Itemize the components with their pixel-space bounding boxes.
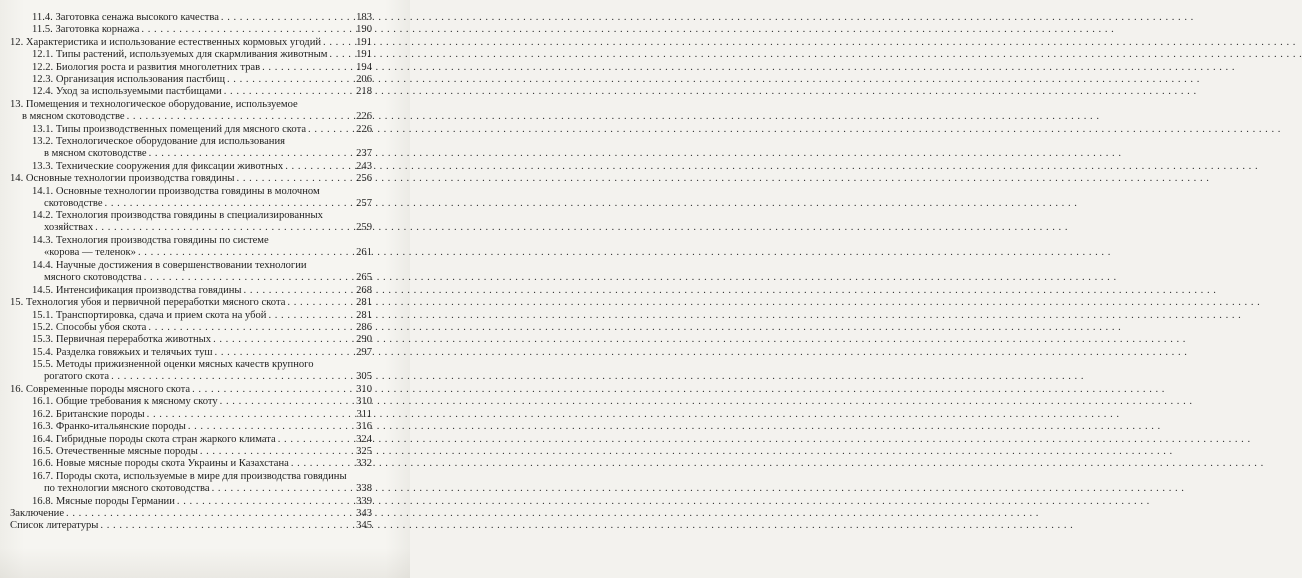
toc-entry-title-continued: мясного скотоводства bbox=[44, 272, 142, 283]
toc-entry-title: 12. Характеристика и использование естественных кормовых угодий bbox=[10, 36, 322, 48]
toc-entry-title: 15.5. Методы прижизненной оценки мясных качеств крупного bbox=[32, 359, 314, 371]
toc-entry-title: 16.3. Франко-итальянские породы bbox=[32, 421, 186, 433]
toc-page-number: 259 bbox=[356, 222, 372, 234]
toc-entry-title: 15.2. Способы убоя скота bbox=[32, 322, 147, 333]
toc-page-number: 290 bbox=[356, 334, 372, 346]
dot-leader bbox=[278, 434, 354, 446]
toc-entry[interactable] bbox=[32, 74, 372, 86]
toc-page-number: 256 bbox=[356, 173, 372, 185]
toc-entry-title-continued: рогатого скота bbox=[44, 371, 110, 383]
toc-entry-title: 13. Помещения и технологическое оборудование, используемое bbox=[10, 98, 298, 110]
dot-leader bbox=[141, 24, 354, 36]
toc-entry[interactable] bbox=[10, 384, 372, 396]
toc-entry-title: 11.5. Заготовка корнажа bbox=[32, 24, 140, 36]
toc-page-number: 194 bbox=[356, 61, 372, 73]
toc-entry-title: 16.2. Британские породы bbox=[32, 408, 145, 420]
toc-entry[interactable] bbox=[10, 99, 372, 123]
toc-entry-title-continued: по технологии мясного скотоводства bbox=[44, 482, 210, 494]
toc-entry-title: 16.8. Мясные породы Германии bbox=[32, 495, 175, 507]
toc-entry[interactable] bbox=[32, 458, 372, 470]
toc-entry[interactable] bbox=[32, 471, 372, 495]
toc-entry[interactable] bbox=[10, 520, 372, 532]
dot-leader bbox=[268, 310, 354, 322]
dot-leader bbox=[285, 161, 354, 173]
toc-page-number: 297 bbox=[356, 346, 372, 358]
dot-leader bbox=[188, 421, 354, 433]
toc-entry[interactable] bbox=[32, 421, 372, 433]
toc-page-number: 191 bbox=[356, 36, 372, 48]
toc-entry-title-continued: «корова — теленок» bbox=[44, 247, 136, 259]
toc-page-number: 343 bbox=[356, 508, 372, 519]
dot-leader bbox=[111, 371, 354, 383]
book-page bbox=[0, 0, 410, 578]
toc-page-number: 243 bbox=[356, 160, 372, 172]
dot-leader bbox=[148, 322, 354, 334]
toc-entry-title: 14.1. Основные технологии производства говядины в молочном bbox=[32, 185, 320, 197]
toc-entry-title: 12.3. Организация использования пастбищ bbox=[32, 74, 225, 85]
toc-entry[interactable] bbox=[32, 434, 372, 446]
toc-entry-title: 11.4. Заготовка сенажа высокого качества bbox=[32, 12, 219, 23]
toc-entry-title: 16.5. Отечественные мясные породы bbox=[32, 446, 198, 457]
toc-entry-title: 13.2. Технологическое оборудование для использования bbox=[32, 136, 285, 147]
toc-entry-title: 14. Основные технологии производства говядины bbox=[10, 173, 235, 185]
toc-entry-title-continued: хозяйствах bbox=[44, 222, 94, 234]
toc-entry[interactable] bbox=[32, 347, 372, 359]
toc-entry[interactable] bbox=[32, 62, 372, 74]
toc-entry-title: 15.4. Разделка говяжьих и телячьих туш bbox=[32, 346, 213, 358]
toc-entry[interactable] bbox=[32, 446, 372, 458]
toc-entry[interactable] bbox=[32, 161, 372, 173]
toc-page-number: 338 bbox=[356, 482, 372, 494]
dot-leader bbox=[329, 49, 354, 61]
dot-leader bbox=[237, 173, 354, 185]
dot-leader bbox=[291, 458, 354, 470]
toc-page-number: 325 bbox=[356, 446, 372, 457]
dot-leader bbox=[220, 396, 354, 408]
toc-page-number: 345 bbox=[356, 520, 372, 532]
toc-entry-title: 15. Технология убоя и первичной переработки мясного скота bbox=[10, 297, 286, 309]
toc-page-number: 218 bbox=[356, 86, 372, 98]
toc-entry[interactable] bbox=[10, 508, 372, 520]
toc-entry[interactable] bbox=[32, 235, 372, 259]
dot-leader bbox=[215, 347, 354, 359]
toc-entry[interactable] bbox=[32, 24, 372, 36]
toc-entry[interactable] bbox=[32, 496, 372, 508]
dot-leader bbox=[138, 247, 354, 259]
dot-leader bbox=[200, 446, 354, 458]
toc-entry-title: 12.4. Уход за используемыми пастбищами bbox=[32, 86, 222, 98]
toc-entry[interactable] bbox=[32, 49, 372, 61]
dot-leader bbox=[66, 508, 354, 520]
toc-entry[interactable] bbox=[32, 260, 372, 284]
toc-page-number: 316 bbox=[356, 421, 372, 433]
dot-leader bbox=[212, 483, 354, 495]
dot-leader bbox=[287, 297, 354, 309]
dot-leader bbox=[144, 272, 354, 284]
toc-page-number: 237 bbox=[356, 148, 372, 159]
toc-entry-title-continued: в мясном скотоводстве bbox=[44, 148, 147, 159]
toc-page-number: 281 bbox=[356, 297, 372, 309]
toc-entry[interactable] bbox=[32, 359, 372, 383]
toc-page-number: 226 bbox=[356, 123, 372, 135]
dot-leader bbox=[105, 198, 354, 210]
toc-entry-title: 14.5. Интенсификация производства говядины bbox=[32, 284, 242, 296]
dot-leader bbox=[221, 12, 354, 24]
toc-page-number: 257 bbox=[356, 197, 372, 209]
toc-entry-title: 16.4. Гибридные породы скота стран жаркого климата bbox=[32, 433, 276, 445]
toc-entry[interactable] bbox=[32, 210, 372, 234]
toc-entry[interactable] bbox=[32, 186, 372, 210]
toc-page-number: 281 bbox=[356, 309, 372, 321]
toc-entry-title: 14.3. Технология производства говядины по системе bbox=[32, 235, 269, 247]
toc-page-number: 190 bbox=[356, 24, 372, 36]
toc-page-number: 286 bbox=[356, 322, 372, 333]
toc-entry[interactable] bbox=[32, 322, 372, 334]
toc-page-number: 324 bbox=[356, 433, 372, 445]
toc-page-number: 206 bbox=[356, 74, 372, 85]
toc-page-number: 268 bbox=[356, 284, 372, 296]
toc-entry[interactable] bbox=[10, 173, 372, 185]
dot-leader bbox=[177, 496, 354, 508]
dot-leader bbox=[323, 37, 354, 49]
toc-page-number: 265 bbox=[356, 272, 372, 283]
toc-page-number: 305 bbox=[356, 371, 372, 383]
toc-entry[interactable] bbox=[32, 136, 372, 160]
toc-entry-title: 13.3. Технические сооружения для фиксации животных bbox=[32, 160, 284, 172]
toc-entry[interactable] bbox=[32, 86, 372, 98]
toc-entry-title: 16.1. Общие требования к мясному скоту bbox=[32, 396, 218, 408]
toc-page-number: 226 bbox=[356, 110, 372, 122]
toc-entry-title: 15.3. Первичная переработка животных bbox=[32, 334, 212, 346]
toc-entry-title: 13.1. Типы производственных помещений для мясного скота bbox=[32, 123, 307, 135]
dot-leader bbox=[244, 285, 354, 297]
toc-entry[interactable] bbox=[32, 334, 372, 346]
table-of-contents bbox=[0, 0, 410, 578]
toc-entry-title: 16. Современные породы мясного скота bbox=[10, 384, 191, 395]
toc-entry-title: 12.1. Типы растений, используемых для скармливания животным bbox=[32, 49, 328, 61]
toc-entry[interactable] bbox=[32, 124, 372, 136]
dot-leader bbox=[224, 86, 354, 98]
page-shadow bbox=[0, 548, 410, 578]
toc-entry[interactable] bbox=[32, 396, 372, 408]
toc-entry-title: 16.6. Новые мясные породы скота Украины и Казахстана bbox=[32, 458, 289, 470]
dot-leader bbox=[262, 62, 354, 74]
toc-entry[interactable] bbox=[32, 310, 372, 322]
toc-entry-title: 16.7. Породы скота, используемые в мире для производства говядины bbox=[32, 470, 347, 482]
dot-leader bbox=[147, 409, 354, 421]
toc-page-number: 183 bbox=[356, 12, 372, 23]
toc-entry[interactable] bbox=[32, 12, 372, 24]
toc-entry[interactable] bbox=[10, 297, 372, 309]
toc-entry[interactable] bbox=[10, 37, 372, 49]
toc-page-number: 332 bbox=[356, 458, 372, 470]
toc-entry-title: Заключение bbox=[10, 508, 65, 519]
dot-leader bbox=[192, 384, 354, 396]
dot-leader bbox=[149, 148, 354, 160]
dot-leader bbox=[100, 520, 354, 532]
toc-entry-title: Список литературы bbox=[10, 520, 99, 532]
dot-leader bbox=[227, 74, 354, 86]
toc-entry[interactable] bbox=[32, 285, 372, 297]
toc-page-number: 310 bbox=[356, 384, 372, 395]
toc-entry-title: 14.4. Научные достижения в совершенствовании технологии bbox=[32, 260, 307, 271]
toc-entry[interactable] bbox=[32, 409, 372, 421]
toc-page-number: 310 bbox=[356, 396, 372, 408]
dot-leader bbox=[127, 111, 354, 123]
dot-leader bbox=[95, 222, 354, 234]
toc-entry-title-continued: в мясном скотоводстве bbox=[22, 110, 125, 122]
dot-leader bbox=[308, 124, 354, 136]
toc-page-number: 191 bbox=[356, 49, 372, 61]
toc-entry-title: 12.2. Биология роста и развития многолетних трав bbox=[32, 61, 261, 73]
dot-leader bbox=[213, 334, 354, 346]
toc-entry-title: 15.1. Транспортировка, сдача и прием скота на убой bbox=[32, 309, 267, 321]
toc-entry-title: 14.2. Технология производства говядины в специализированных bbox=[32, 210, 323, 222]
toc-page-number: 261 bbox=[356, 247, 372, 259]
toc-entry-title-continued: скотоводстве bbox=[44, 197, 103, 209]
toc-page-number: 311 bbox=[356, 408, 372, 420]
toc-page-number: 339 bbox=[356, 495, 372, 507]
